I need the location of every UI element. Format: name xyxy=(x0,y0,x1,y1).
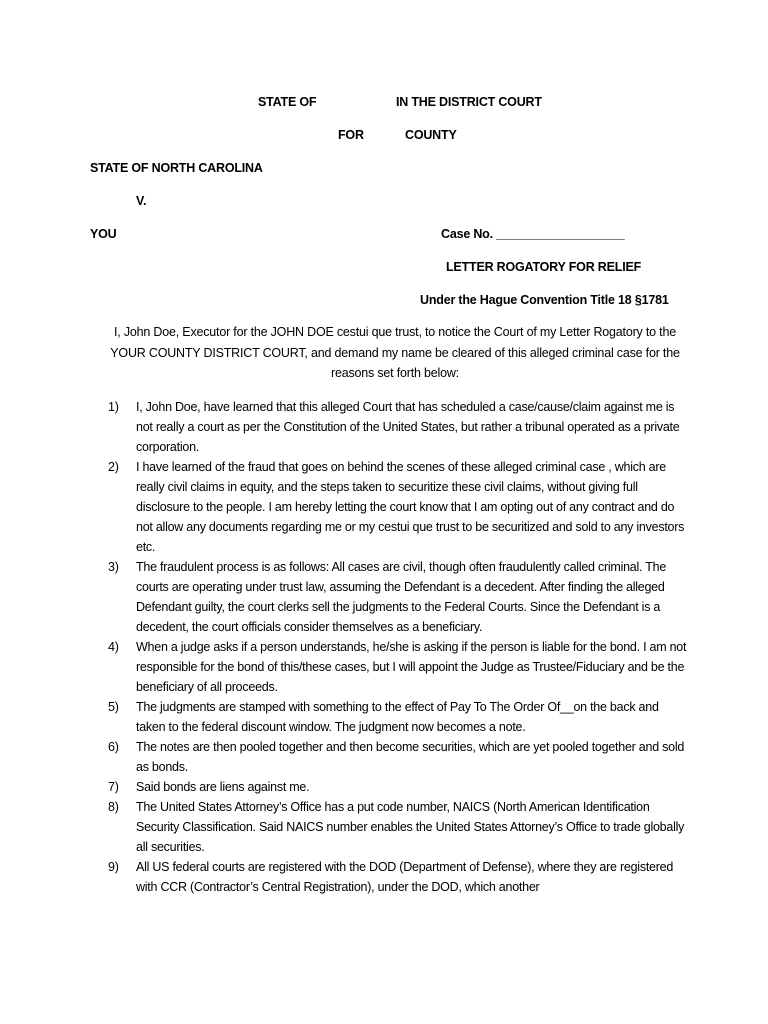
document-title: LETTER ROGATORY FOR RELIEF xyxy=(446,260,642,274)
header-for: FOR xyxy=(338,128,364,142)
list-item xyxy=(108,637,688,697)
list-item xyxy=(108,737,688,777)
list-text: When a judge asks if a person understands, he/she is asking if the person is liable for the bond. I am not responsible for the bond of this/these cases, but I will appoint the Judge as Trustee/Fiduciary and be the beneficiary of all proceeds. xyxy=(136,640,687,694)
list-number: 3) xyxy=(108,560,119,574)
header-state-of: STATE OF xyxy=(258,95,317,109)
header-county: COUNTY xyxy=(405,128,457,142)
list-text: Said bonds are liens against me. xyxy=(136,780,310,794)
list-item xyxy=(108,857,688,897)
list-text: The United States Attorney’s Office has a put code number, NAICS (North American Identification Security Classification. Said NAICS number enables the United States Attorney’s Office to trade globally all securities. xyxy=(136,800,685,854)
header-court: IN THE DISTRICT COURT xyxy=(396,95,542,109)
list-item xyxy=(108,457,688,557)
list-text: I, John Doe, have learned that this alleged Court that has scheduled a case/cause/claim against me is not really a court as per the Constitution of the United States, but rather a tribunal operated as a private corporation. xyxy=(136,400,680,454)
list-text: All US federal courts are registered with the DOD (Department of Defense), where they are registered with CCR (Contractor’s Central Registration), under the DOD, which another xyxy=(136,860,674,894)
list-item xyxy=(108,697,688,737)
list-number: 5) xyxy=(108,700,119,714)
list-text: I have learned of the fraud that goes on behind the scenes of these alleged criminal case , which are really civil claims in equity, and the steps taken to securitize these civil claims, without giving full disclosure to the people. I am hereby letting the court know that I am opting out of any contract and do not allow any documents regarding me or my cestui que trust to be securitized and sold to any investors etc. xyxy=(136,460,685,554)
list-number: 2) xyxy=(108,460,119,474)
list-number: 8) xyxy=(108,800,119,814)
list-item xyxy=(108,777,688,797)
claims-list xyxy=(108,397,688,897)
list-item xyxy=(108,557,688,637)
list-item xyxy=(108,397,688,457)
list-number: 7) xyxy=(108,780,119,794)
list-number: 6) xyxy=(108,740,119,754)
list-text: The judgments are stamped with something to the effect of Pay To The Order Of__on the back and taken to the federal discount window. The judgment now becomes a note. xyxy=(136,700,659,734)
convention-reference: Under the Hague Convention Title 18 §1781 xyxy=(420,293,669,307)
list-item xyxy=(108,797,688,857)
plaintiff-name: STATE OF NORTH CAROLINA xyxy=(90,161,263,175)
case-number: Case No. ___________________ xyxy=(441,227,625,241)
defendant-name: YOU xyxy=(90,227,117,241)
list-number: 1) xyxy=(108,400,119,414)
list-number: 9) xyxy=(108,860,119,874)
list-text: The fraudulent process is as follows: All cases are civil, though often fraudulently called criminal. The courts are operating under trust law, assuming the Defendant is a decedent. After finding the alleged Defendant guilty, the court clerks sell the judgments to the Federal Courts. Since the Defendant is a decedent, the court officials consider themselves as a beneficiary. xyxy=(136,560,667,634)
list-text: The notes are then pooled together and then become securities, which are yet pooled together and sold as bonds. xyxy=(136,740,685,774)
versus-label: V. xyxy=(136,194,147,208)
list-number: 4) xyxy=(108,640,119,654)
intro-paragraph: I, John Doe, Executor for the JOHN DOE cestui que trust, to notice the Court of my Letter Rogatory to the YOUR COUNTY DISTRICT COURT, and demand my name be cleared of this alleged criminal case for the reasons set forth below: xyxy=(110,325,680,380)
